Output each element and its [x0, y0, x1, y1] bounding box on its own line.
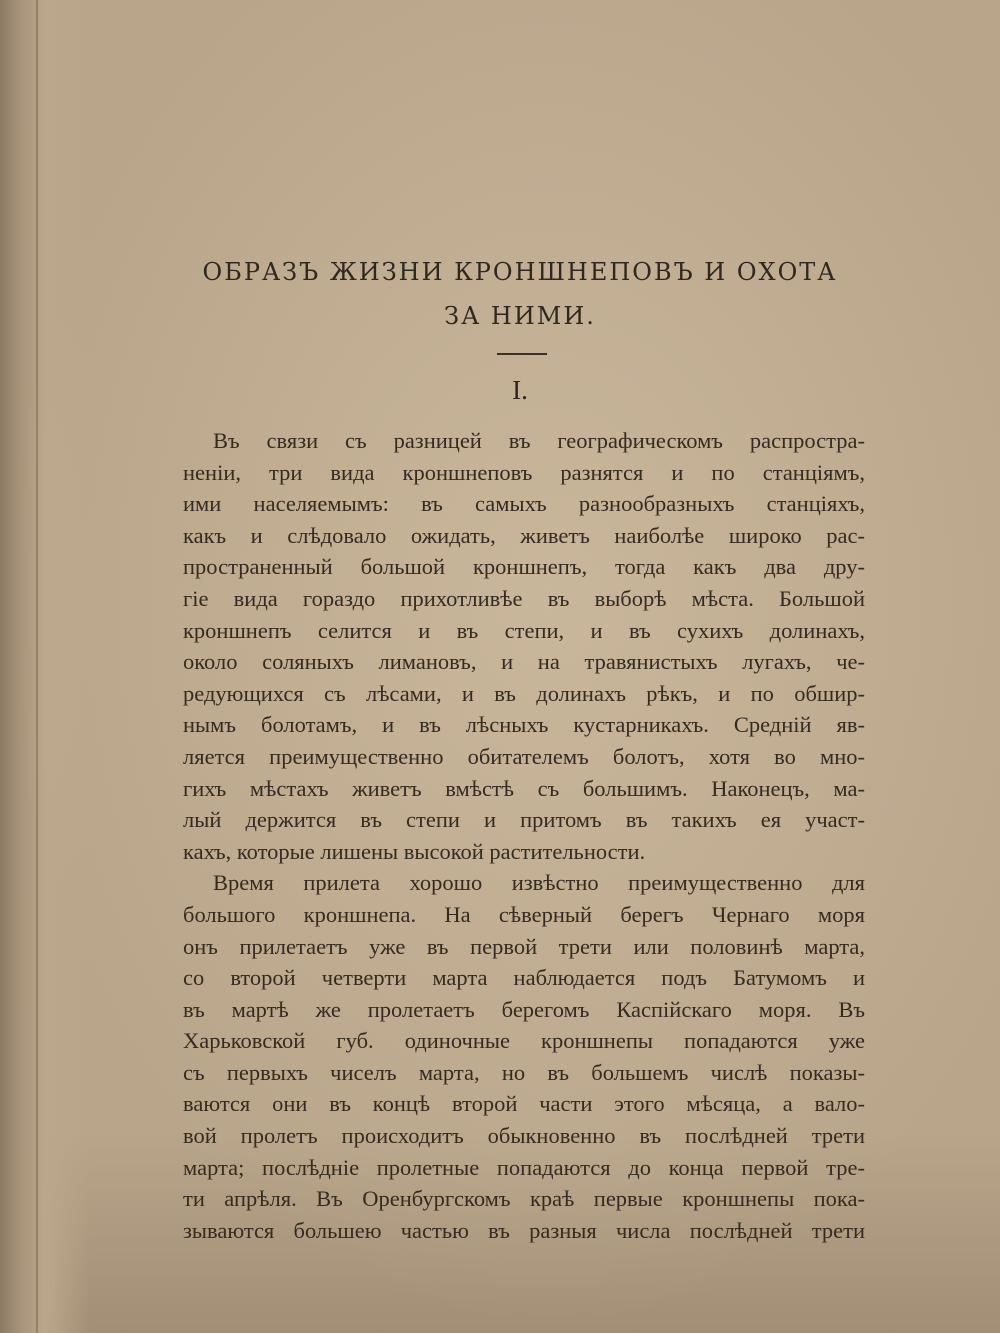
chapter-title	[140, 250, 900, 338]
body-text	[183, 425, 865, 1246]
text-line: лый держится въ степи и притомъ въ такихъ ея участ-	[183, 807, 865, 833]
paragraph-2	[183, 867, 865, 1246]
text-line: Въ связи съ разницей въ географическомъ распростра-	[213, 428, 865, 453]
text-line: гихъ мѣстахъ живетъ вмѣстѣ съ большимъ. Наконецъ, ма-	[183, 775, 865, 801]
text-line: ими населяемымъ: въ самыхъ разнообразныхъ станціяхъ,	[183, 491, 865, 517]
text-line: редующихся съ лѣсами, и въ долинахъ рѣкъ, и по обшир-	[183, 680, 865, 706]
chapter-title-line-1: ОБРАЗЪ ЖИЗНИ КРОНШНЕПОВЪ И ОХОТА	[202, 258, 838, 286]
text-line: Харьковской губ. одиночные кроншнепы попадаются уже	[183, 1028, 865, 1054]
paragraph-1	[183, 425, 865, 867]
text-line: какъ и слѣдовало ожидать, живетъ наиболѣе широко рас-	[183, 522, 865, 548]
text-line: ваются они въ концѣ второй части этого мѣсяца, а вало-	[183, 1091, 865, 1117]
title-divider	[497, 353, 547, 355]
text-line: въ мартѣ же пролетаетъ берегомъ Каспійскаго моря. Въ	[183, 996, 865, 1022]
text-line: зываются большею частью въ разныя числа послѣдней трети	[183, 1217, 865, 1243]
text-line: кахъ, которые лишены высокой растительности.	[183, 838, 646, 864]
text-line: съ первыхъ чиселъ марта, но въ большемъ числѣ показы-	[183, 1059, 865, 1085]
text-line: неніи, три вида кроншнеповъ разнятся и по станціямъ,	[183, 459, 865, 485]
text-line: ти апрѣля. Въ Оренбургскомъ краѣ первые кроншнепы пока-	[183, 1186, 865, 1212]
text-line: со второй четверти марта наблюдается подъ Батумомъ и	[183, 965, 865, 991]
text-line: гіе вида гораздо прихотливѣе въ выборѣ мѣста. Большой	[183, 585, 865, 611]
text-line: онъ прилетаетъ уже въ первой трети или половинѣ марта,	[183, 933, 865, 959]
chapter-title-line-2: ЗА НИМИ.	[444, 302, 596, 330]
text-line: нымъ болотамъ, и въ лѣсныхъ кустарникахъ. Средній яв-	[183, 712, 865, 738]
text-line: большого кроншнепа. На сѣверный берегъ Чернаго моря	[183, 901, 865, 927]
text-line: вой пролетъ происходитъ обыкновенно въ послѣдней трети	[183, 1123, 865, 1149]
section-number: I.	[512, 375, 528, 405]
text-line: марта; послѣдніе пролетные попадаются до конца первой тре-	[183, 1154, 865, 1180]
text-line: пространенный большой кроншнепъ, тогда какъ два дру-	[183, 554, 865, 580]
text-line: около соляныхъ лимановъ, и на травянистыхъ лугахъ, че-	[183, 649, 865, 675]
text-line: кроншнепъ селится и въ степи, и въ сухихъ долинахъ,	[183, 617, 865, 643]
text-line: ляется преимущественно обитателемъ болотъ, хотя во мно-	[183, 743, 865, 769]
text-line: Время прилета хорошо извѣстно преимущественно для	[213, 870, 865, 896]
